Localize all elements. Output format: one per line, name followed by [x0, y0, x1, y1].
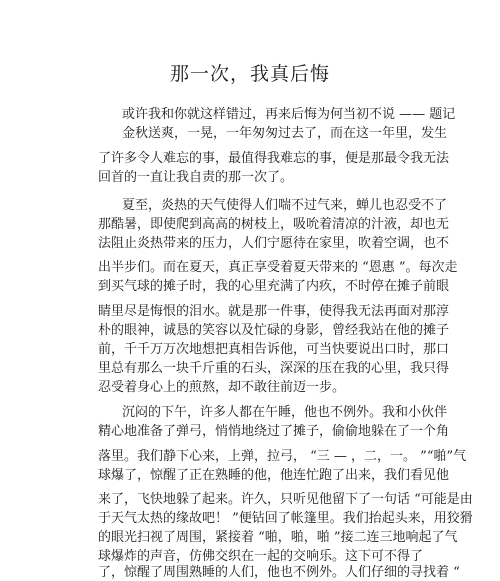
text-line: 前，千千万万次地想把真相告诉他，可当快要说出口时，那口: [98, 342, 450, 357]
text-line: 来了，飞快地躲了起来。许久，只听见他留下了一句话 “可能是由: [98, 492, 473, 507]
text-line: 忍受着身心上的煎熬，却不敢往前迈一步。: [98, 380, 346, 395]
text-line: 了许多令人难忘的事，最值得我难忘的事，便是那最令我无法: [98, 151, 450, 166]
text-line: 了，惊醒了周围熟睡的人们，他也不例外。人们仔细的寻找着 “: [98, 565, 460, 580]
text-line: 沉闷的下午，许多人都在午睡，他也不例外。我和小伙伴: [122, 405, 448, 420]
page-title: 那一次，我真后悔: [169, 63, 330, 85]
text-line: 或许我和你就这样错过，再来后悔为何当初不说 —— 题记: [122, 107, 456, 122]
text-line: 的眼光扫视了周围，紧接着 “啪，啪，啪 ”接二连三地响起了气: [98, 530, 458, 545]
text-line: 于天气太热的缘故吧！ ”便钻回了帐篷里。我们抬起头来，用狡猾: [98, 511, 473, 526]
text-line: 里总有那么一块千斤重的石头，深深的压在我的心里，我只得: [98, 361, 450, 376]
text-line: 回首的一直让我自责的那一次了。: [98, 170, 294, 185]
text-line: 夏至，炎热的天气使得人们喘不过气来，蝉儿也忍受不了: [122, 198, 448, 213]
text-line: 金秋送爽，一晃，一年匆匆过去了，而在这一年里，发生: [122, 126, 448, 141]
text-line: 到买气球的摊子时，我的心里充满了内疚，不时停在摊子前眼: [98, 279, 450, 294]
text-line: 落里。我们静下心来，上弹，拉弓， “三 — ，二，一。 ”“啪”气: [98, 449, 467, 464]
text-line: 睛里尽是悔恨的泪水。就是那一件事，使得我无法再面对那淳: [98, 304, 450, 319]
text-line: 朴的眼神，诚恳的笑容以及忙碌的身影，曾经我站在他的摊子: [98, 323, 450, 338]
text-line: 球爆炸的声音，仿佛交织在一起的交响乐。这下可不得了: [98, 549, 424, 564]
text-line: 法阻止炎热带来的压力，人们宁愿待在家里，吹着空调，也不: [98, 236, 450, 251]
text-line: 精心地准备了弹弓，悄悄地绕过了摊子，偷偷地躲在了一个角: [98, 424, 450, 439]
text-line: 球爆了，惊醒了正在熟睡的他，他连忙跑了出来，我们看见他: [98, 468, 450, 483]
text-line: 出半步们。而在夏天，真正享受着夏天带来的 “恩惠 ”。每次走: [98, 260, 458, 275]
text-line: 那酷暑，即使爬到高高的树枝上，吸吮着清凉的汁液，却也无: [98, 217, 450, 232]
